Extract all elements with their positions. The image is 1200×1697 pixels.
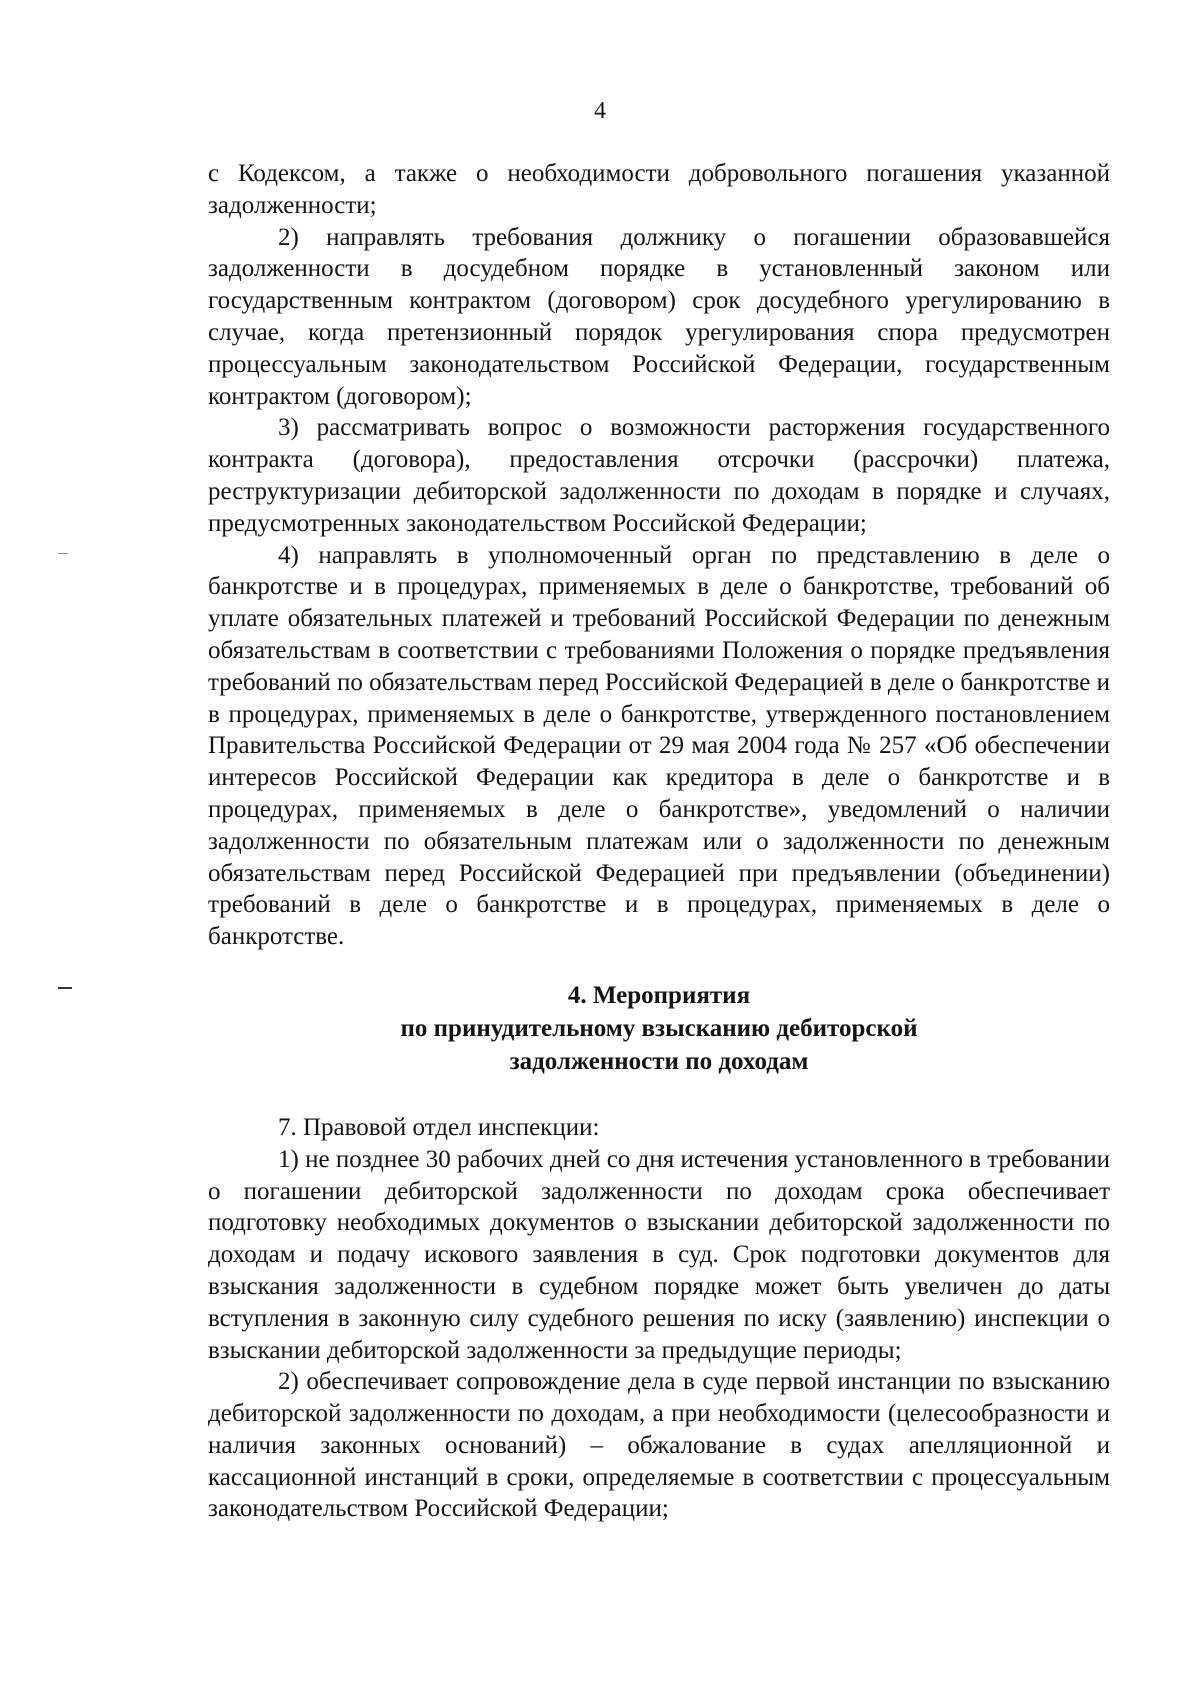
paragraph: 4) направлять в уполномоченный орган по представлению в деле о банкротстве и в процедурах, применяемых в деле о банкротстве, требований об уплате обязательных платежей и требований Российской Федерации по денежным обязательствам в соответствии с требованиями Положения о порядке предъявления требований по обязательствам перед Российской Федерацией в деле о банкротстве и в процедурах, применяемых в деле о банкротстве, утвержденного постановлением Правительства Российской Федерации от 29 мая 2004 года № 257 «Об обеспечении интересов Российской Федерации как кредитора в деле о банкротстве и в процедурах, применяемых в деле о банкротстве», уведомлений о наличии задолженности по обязательным платежам или о задолженности по денежным обязательствам перед Российской Федерацией при предъявлении (объединении) требований в деле о банкротстве и в процедурах, применяемых в деле о банкротстве. (208, 541, 1110, 951)
paragraph: 1) не позднее 30 рабочих дней со дня истечения установленного в требовании о погашении дебиторской задолженности по доходам срока обеспечивает подготовку необходимых документов о взыскании дебиторской задолженности по доходам и подачу искового заявления в суд. Срок подготовки документов для взыскания задолженности в судебном порядке может быть увеличен до даты вступления в законную силу судебного решения по иску (заявлению) инспекции о взыскании дебиторской задолженности за предыдущие периоды; (208, 1145, 1110, 1364)
document-body (208, 158, 1110, 1525)
section-heading-line: по принудительному взысканию дебиторской (400, 1014, 918, 1042)
margin-mark-dash (58, 987, 72, 989)
paragraph: 3) рассматривать вопрос о возможности расторжения государственного контракта (договора), предоставления отсрочки (рассрочки) платежа, реструктуризации дебиторской задолженности по доходам в порядке и случаях, предусмотренных законодательством Российской Федерации; (208, 414, 1110, 537)
section-heading-line: 4. Мероприятия (567, 981, 751, 1009)
paragraph: 2) обеспечивает сопровождение дела в суде первой инстанции по взысканию дебиторской задолженности по доходам, а при необходимости (целесообразности и наличия законных оснований) – обжалование в судах апелляционной и кассационной инстанций в сроки, определяемые в соответствии с процессуальным законодательством Российской Федерации; (208, 1368, 1110, 1523)
section-heading (208, 979, 1110, 1078)
paragraph: с Кодексом, а также о необходимости добровольного погашения указанной задолженности; (208, 160, 1110, 219)
paragraph: 2) направлять требования должнику о погашении образовавшейся задолженности в досудебном порядке в установленный законом или государственным контрактом (договором) срок досудебного урегулированию в случае, когда претензионный порядок урегулирования спора предусмотрен процессуальным законодательством Российской Федерации, государственным контрактом (договором); (208, 223, 1110, 410)
page-number: 4 (594, 98, 606, 124)
section-heading-line: задолженности по доходам (509, 1047, 809, 1075)
margin-mark-small (58, 553, 68, 554)
spacer (208, 1078, 1110, 1112)
paragraph: 7. Правовой отдел инспекции: (278, 1113, 600, 1141)
